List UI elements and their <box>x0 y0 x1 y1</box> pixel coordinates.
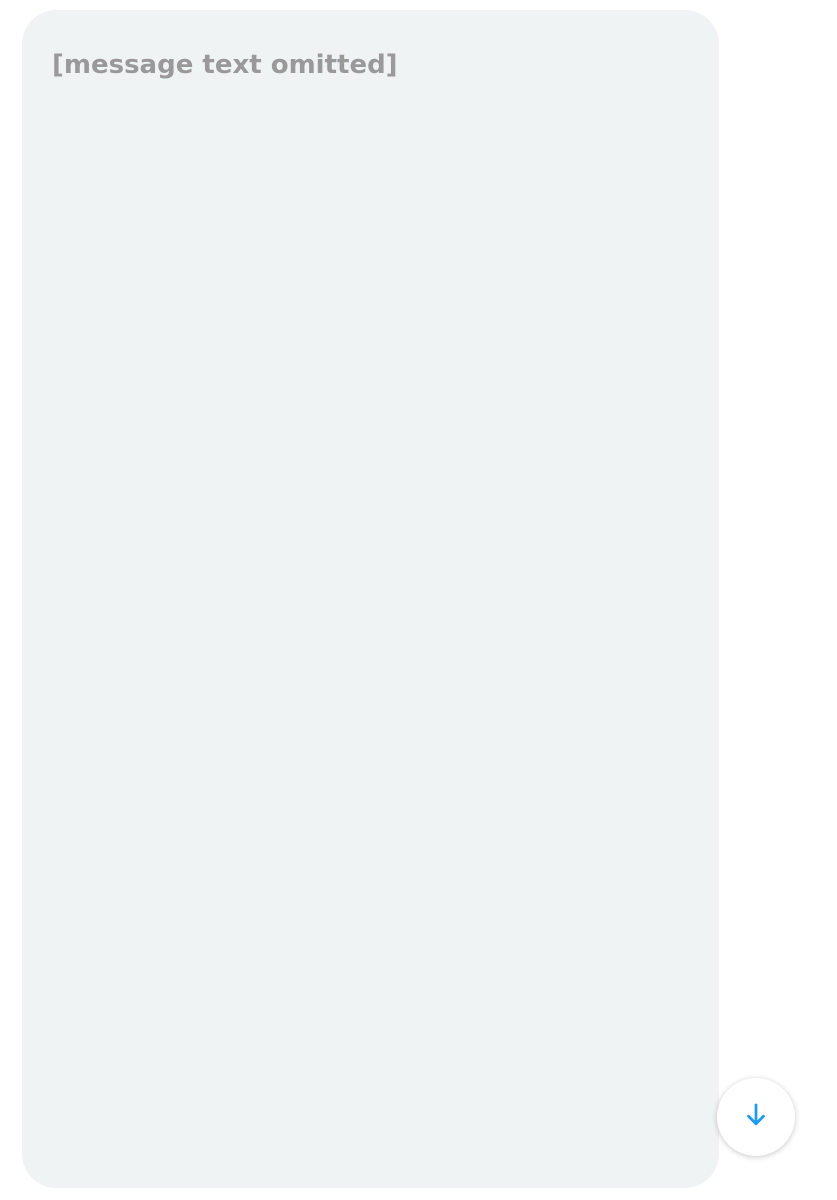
message-text: [message text omitted] <box>52 50 398 80</box>
message-bubble <box>22 10 719 1188</box>
scroll-to-bottom-button[interactable] <box>717 1078 795 1156</box>
arrow-down-icon <box>741 1100 771 1134</box>
